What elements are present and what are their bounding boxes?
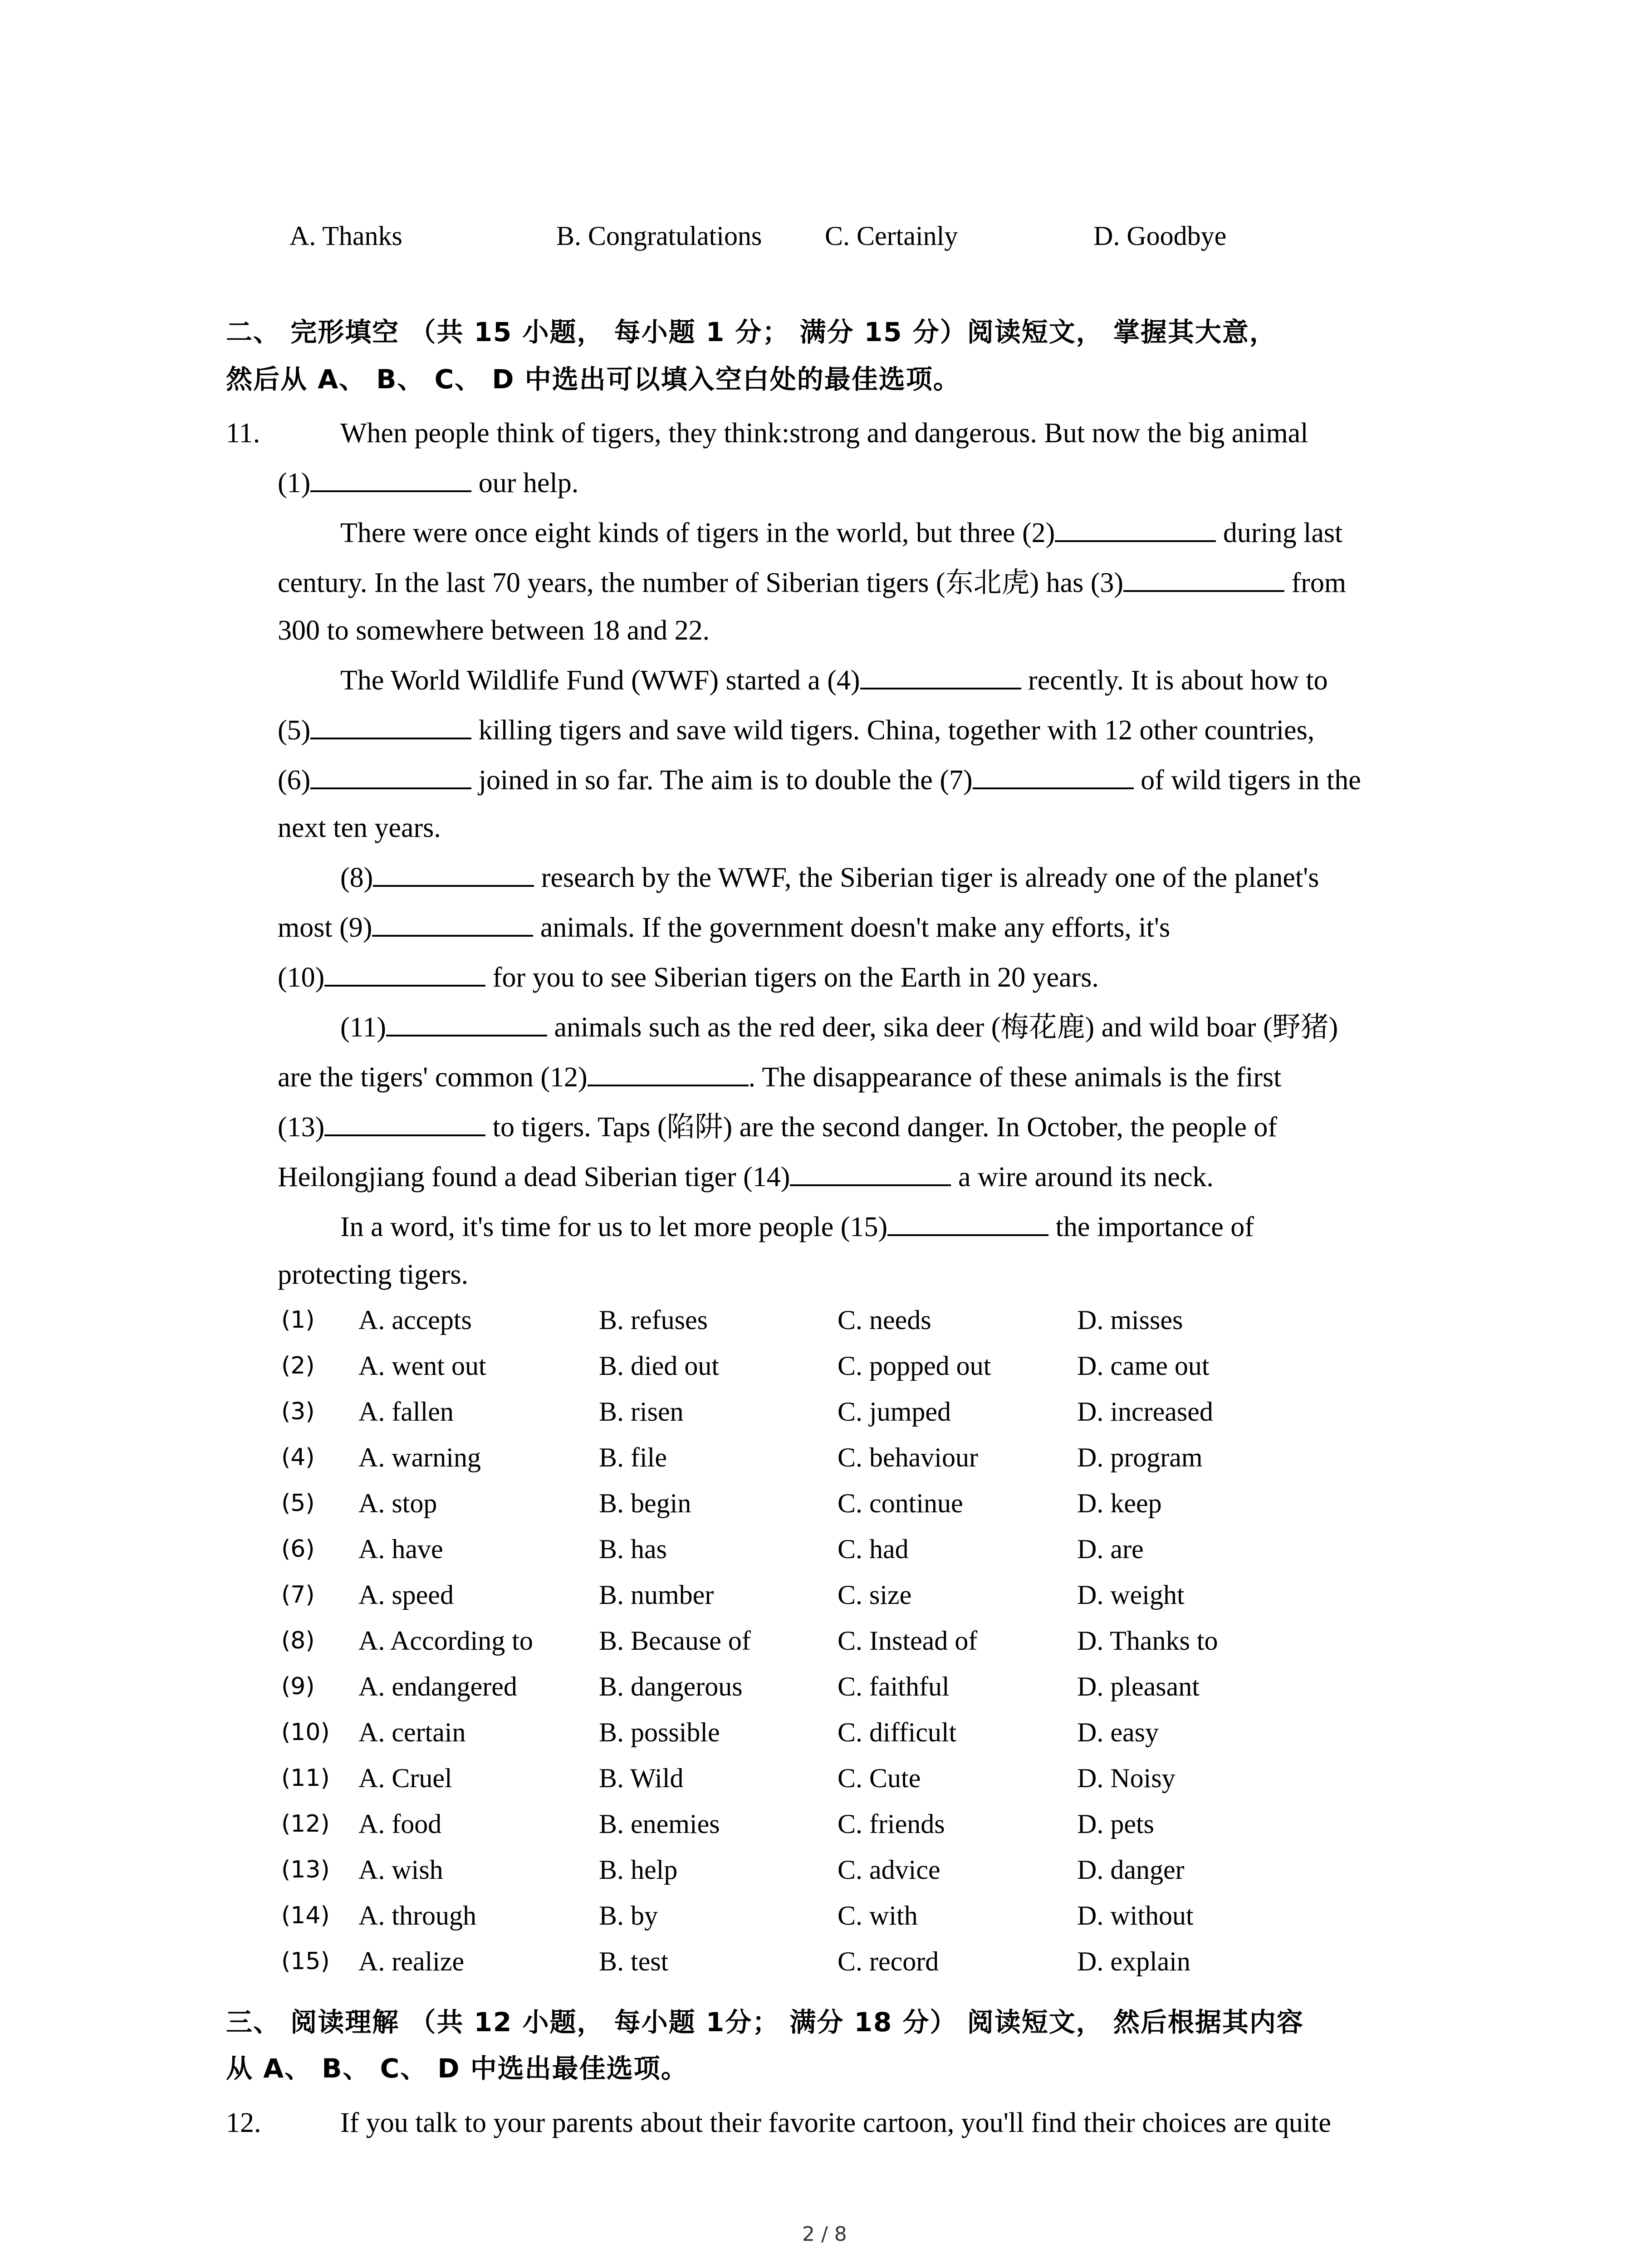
section2-heading-line1: 二、 完形填空 （共 15 小题， 每小题 1 分； 满分 15 分）阅读短文， 掌握其大意， <box>226 317 1277 347</box>
choice-number: (2) <box>281 1352 315 1379</box>
choice-option-b[interactable]: B. Wild <box>599 1763 684 1793</box>
answer-blank-10[interactable] <box>324 959 485 987</box>
choice-option-c[interactable]: C. friends <box>838 1809 945 1839</box>
choice-option-a[interactable]: A. fallen <box>358 1397 454 1427</box>
choice-option-c[interactable]: C. difficult <box>838 1717 957 1747</box>
choice-number: (14) <box>281 1902 330 1929</box>
choice-option-b[interactable]: B. number <box>599 1580 714 1610</box>
answer-blank-6[interactable] <box>310 762 471 789</box>
choice-option-b[interactable]: B. test <box>599 1946 669 1976</box>
choice-number: (7) <box>281 1581 315 1608</box>
answer-blank-8[interactable] <box>373 860 534 887</box>
choice-option-a[interactable]: A. through <box>358 1901 476 1931</box>
answer-blank-4[interactable] <box>860 662 1021 689</box>
choice-option-d[interactable]: D. keep <box>1077 1488 1162 1518</box>
passage-line: are the tigers' common (12) . The disappearance of these animals is the first <box>278 1059 1281 1095</box>
choice-option-a[interactable]: A. stop <box>358 1488 437 1518</box>
choice-number: (9) <box>281 1673 315 1700</box>
answer-blank-2[interactable] <box>1055 515 1216 542</box>
question-number-12: 12. <box>226 2107 261 2138</box>
passage-line: most (9) animals. If the government doesn't make any efforts, it's <box>278 909 1170 946</box>
choice-option-a[interactable]: A. food <box>358 1809 442 1839</box>
choice-option-d[interactable]: D. are <box>1077 1534 1144 1564</box>
choice-option-a[interactable]: A. wish <box>358 1855 443 1885</box>
section3-heading-line2: 从 A、 B、 C、 D 中选出最佳选项。 <box>226 2053 688 2084</box>
choice-option-b[interactable]: B. has <box>599 1534 667 1564</box>
choice-option-c[interactable]: C. popped out <box>838 1351 991 1381</box>
section2-heading-line2: 然后从 A、 B、 C、 D 中选出可以填入空白处的最佳选项。 <box>226 364 960 395</box>
choice-option-b[interactable]: B. possible <box>599 1717 720 1747</box>
choice-option-b[interactable]: B. risen <box>599 1397 684 1427</box>
answer-blank-12[interactable] <box>588 1059 749 1086</box>
choice-option-d[interactable]: D. danger <box>1077 1855 1185 1885</box>
answer-blank-5[interactable] <box>310 712 471 739</box>
choice-option-c[interactable]: C. behaviour <box>838 1442 978 1472</box>
passage-line: century. In the last 70 years, the number of Siberian tigers (东北虎) has (3) from <box>278 565 1346 601</box>
choice-option-a[interactable]: A. endangered <box>358 1672 517 1701</box>
choice-option-b[interactable]: B. dangerous <box>599 1672 743 1701</box>
choice-option-d[interactable]: D. increased <box>1077 1397 1213 1427</box>
answer-blank-1[interactable] <box>310 465 471 492</box>
choice-option-c[interactable]: C. continue <box>838 1488 963 1518</box>
passage-line: (5) killing tigers and save wild tigers. China, together with 12 other countries, <box>278 712 1314 748</box>
option-b-congratulations: B. Congratulations <box>556 221 762 251</box>
passage-line: (8) research by the WWF, the Siberian tiger is already one of the planet's <box>340 860 1319 896</box>
passage-line: (11) animals such as the red deer, sika deer (梅花鹿) and wild boar (野猪) <box>340 1009 1338 1046</box>
question-number-11: 11. <box>226 418 260 449</box>
passage-line: (13) to tigers. Taps (陷阱) are the second danger. In October, the people of <box>278 1109 1277 1145</box>
choice-option-c[interactable]: C. Cute <box>838 1763 921 1793</box>
answer-blank-14[interactable] <box>790 1159 951 1186</box>
choice-option-a[interactable]: A. According to <box>358 1626 533 1656</box>
choice-number: (1) <box>281 1306 315 1334</box>
choice-number: (13) <box>281 1856 330 1883</box>
answer-blank-13[interactable] <box>324 1109 485 1136</box>
option-c-certainly: C. Certainly <box>825 221 958 251</box>
choice-option-a[interactable]: A. realize <box>358 1946 465 1976</box>
answer-blank-9[interactable] <box>372 909 533 937</box>
choice-option-d[interactable]: D. program <box>1077 1442 1203 1472</box>
choice-option-d[interactable]: D. explain <box>1077 1946 1190 1976</box>
choice-number: (12) <box>281 1810 330 1838</box>
choice-option-d[interactable]: D. pets <box>1077 1809 1154 1839</box>
answer-blank-15[interactable] <box>887 1209 1048 1236</box>
passage-line: There were once eight kinds of tigers in the world, but three (2) during last <box>340 515 1342 551</box>
passage-line: (6) joined in so far. The aim is to double the (7) of wild tigers in the <box>278 762 1361 798</box>
passage-line: The World Wildlife Fund (WWF) started a (4) recently. It is about how to <box>340 662 1328 699</box>
choice-option-d[interactable]: D. Noisy <box>1077 1763 1176 1793</box>
passage-line: In a word, it's time for us to let more people (15) the importance of <box>340 1209 1254 1245</box>
choice-option-a[interactable]: A. accepts <box>358 1305 472 1335</box>
choice-option-a[interactable]: A. speed <box>358 1580 454 1610</box>
choice-option-a[interactable]: A. have <box>358 1534 443 1564</box>
choice-number: (5) <box>281 1490 315 1517</box>
section3-heading-line1: 三、 阅读理解 （共 12 小题， 每小题 1分； 满分 18 分） 阅读短文， 然后根据其内容 <box>226 2007 1304 2038</box>
choice-option-c[interactable]: C. had <box>838 1534 909 1564</box>
answer-blank-7[interactable] <box>973 762 1134 789</box>
answer-blank-3[interactable] <box>1123 565 1284 592</box>
choice-number: (15) <box>281 1948 330 1975</box>
choice-option-b[interactable]: B. file <box>599 1442 667 1472</box>
passage-line: (10) for you to see Siberian tigers on the Earth in 20 years. <box>278 959 1099 996</box>
option-a-thanks: A. Thanks <box>289 221 402 251</box>
page-number: 2 / 8 <box>802 2223 847 2246</box>
choice-option-c[interactable]: C. jumped <box>838 1397 951 1427</box>
passage-line: (1) our help. <box>278 465 578 501</box>
choice-option-c[interactable]: C. advice <box>838 1855 941 1885</box>
choice-option-a[interactable]: A. Cruel <box>358 1763 452 1793</box>
choice-number: (3) <box>281 1398 315 1425</box>
choice-option-b[interactable]: B. died out <box>599 1351 719 1381</box>
choice-option-d[interactable]: D. Thanks to <box>1077 1626 1218 1656</box>
choice-option-b[interactable]: B. by <box>599 1901 658 1931</box>
choice-option-b[interactable]: B. refuses <box>599 1305 708 1335</box>
choice-option-d[interactable]: D. without <box>1077 1901 1194 1931</box>
choice-number: (6) <box>281 1535 315 1563</box>
choice-option-c[interactable]: C. size <box>838 1580 912 1610</box>
choice-number: (10) <box>281 1719 330 1746</box>
choice-option-b[interactable]: B. begin <box>599 1488 691 1518</box>
choice-option-d[interactable]: D. misses <box>1077 1305 1183 1335</box>
passage-line: Heilongjiang found a dead Siberian tiger (14) a wire around its neck. <box>278 1159 1214 1195</box>
choice-option-d[interactable]: D. pleasant <box>1077 1672 1200 1701</box>
choice-option-a[interactable]: A. certain <box>358 1717 466 1747</box>
passage-line: protecting tigers. <box>278 1259 469 1290</box>
question-12-text: If you talk to your parents about their favorite cartoon, you'll find their choices are quite <box>340 2107 1331 2138</box>
choice-option-c[interactable]: C. with <box>838 1901 918 1931</box>
choice-option-c[interactable]: C. faithful <box>838 1672 950 1701</box>
choice-option-a[interactable]: A. went out <box>358 1351 486 1381</box>
option-d-goodbye: D. Goodbye <box>1093 221 1227 251</box>
choice-option-b[interactable]: B. help <box>599 1855 678 1885</box>
choice-number: (11) <box>281 1765 330 1792</box>
choice-option-d[interactable]: D. weight <box>1077 1580 1185 1610</box>
choice-option-c[interactable]: C. Instead of <box>838 1626 978 1656</box>
choice-number: (8) <box>281 1627 315 1654</box>
choice-option-c[interactable]: C. needs <box>838 1305 931 1335</box>
passage-line: When people think of tigers, they think:strong and dangerous. But now the big animal <box>340 418 1308 449</box>
passage-line: 300 to somewhere between 18 and 22. <box>278 615 710 646</box>
choice-option-c[interactable]: C. record <box>838 1946 939 1976</box>
answer-blank-11[interactable] <box>386 1009 547 1036</box>
choice-option-d[interactable]: D. came out <box>1077 1351 1210 1381</box>
passage-line: next ten years. <box>278 812 441 843</box>
choice-option-b[interactable]: B. Because of <box>599 1626 751 1656</box>
choice-option-a[interactable]: A. warning <box>358 1442 481 1472</box>
choice-option-d[interactable]: D. easy <box>1077 1717 1159 1747</box>
choice-number: (4) <box>281 1444 315 1471</box>
choice-option-b[interactable]: B. enemies <box>599 1809 720 1839</box>
